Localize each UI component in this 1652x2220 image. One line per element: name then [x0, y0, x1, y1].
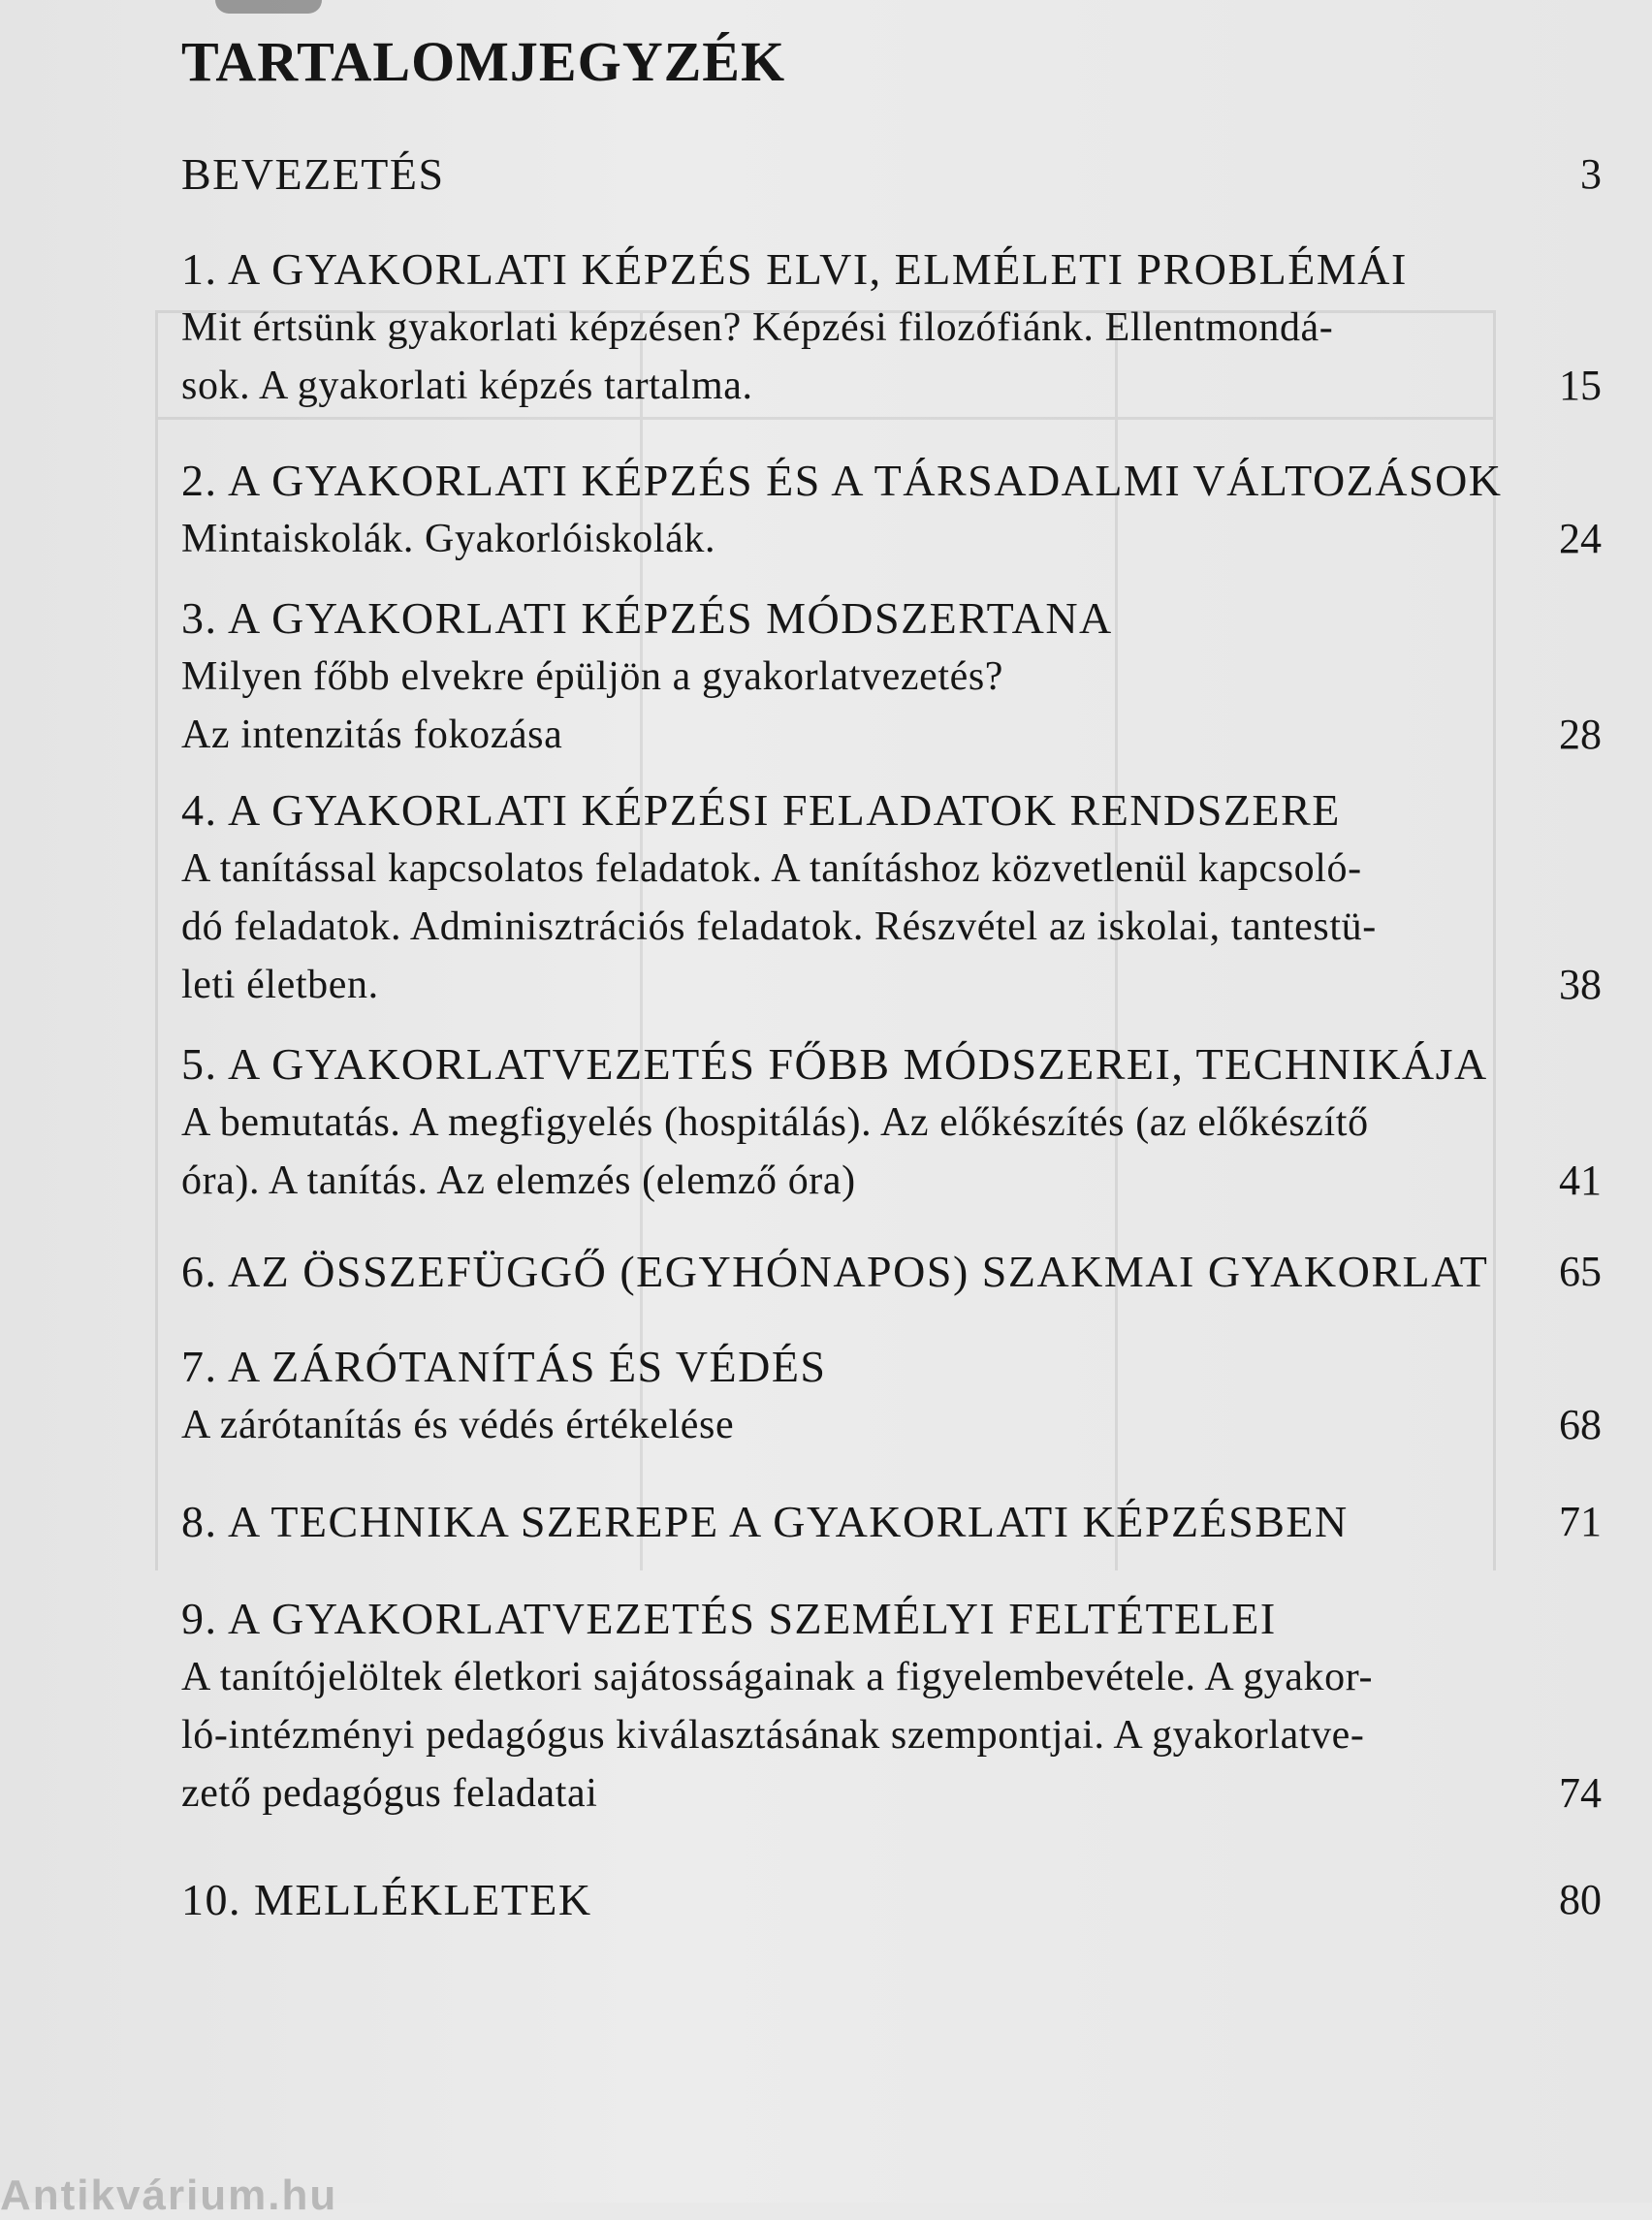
toc-entry-heading: 3. A GYAKORLATI KÉPZÉS MÓDSZERTANA [181, 593, 1113, 643]
toc-entry [181, 452, 1602, 568]
toc-entry-heading: BEVEZETÉS [181, 149, 445, 199]
toc-entry-heading: 7. A ZÁRÓTANÍTÁS ÉS VÉDÉS [181, 1342, 827, 1391]
toc-entry-description [181, 1094, 1602, 1210]
toc-entry-page-number: 28 [1559, 711, 1602, 758]
toc-entry-page-number: 15 [1559, 362, 1602, 409]
toc-entry-description-line: Milyen főbb elvekre épüljön a gyakorlatvezetés? [181, 654, 1004, 699]
table-of-contents [181, 145, 1602, 1929]
toc-entry-description-line: Mintaiskolák. Gyakorlóiskolák. [181, 517, 716, 561]
watermark: Antikvárium.hu [0, 2172, 338, 2219]
toc-entry [181, 781, 1602, 1014]
toc-entry-description-line: sok. A gyakorlati képzés tartalma. [181, 364, 753, 408]
toc-entry-description-line: óra). A tanítás. Az elemzés (elemző óra) [181, 1158, 856, 1203]
toc-entry-description-line: A bemutatás. A megfigyelés (hospitálás). Az előkészítés (az előkészítő [181, 1100, 1369, 1145]
toc-entry-heading: 9. A GYAKORLATVEZETÉS SZEMÉLYI FELTÉTELEI [181, 1594, 1277, 1643]
toc-entry-description-line: Az intenzitás fokozása [181, 713, 563, 757]
toc-entry-description [181, 1648, 1602, 1823]
toc-entry-description-line: dó feladatok. Adminisztrációs feladatok. Részvétel az iskolai, tantestü- [181, 904, 1377, 949]
page-title: TARTALOMJEGYZÉK [181, 30, 786, 93]
toc-entry [181, 1871, 1602, 1929]
toc-entry [181, 1338, 1602, 1454]
toc-entry-description-line: zető pedagógus feladatai [181, 1771, 598, 1816]
toc-entry-heading: 6. AZ ÖSSZEFÜGGŐ (EGYHÓNAPOS) SZAKMAI GYAKORLAT [181, 1247, 1489, 1296]
toc-entry [181, 1035, 1602, 1210]
toc-entry-description [181, 510, 1602, 568]
toc-entry-page-number: 71 [1559, 1498, 1602, 1545]
toc-entry-description-line: leti életben. [181, 963, 379, 1007]
toc-entry-page-number: 24 [1559, 515, 1602, 562]
toc-entry-heading: 5. A GYAKORLATVEZETÉS FŐBB MÓDSZEREI, TECHNIKÁJA [181, 1039, 1488, 1089]
toc-entry-description-line: A tanítójelöltek életkori sajátosságainak a figyelembevétele. A gyakor- [181, 1655, 1374, 1699]
toc-entry-description-line: ló-intézményi pedagógus kiválasztásának szempontjai. A gyakorlatve- [181, 1713, 1365, 1758]
toc-entry-heading: 4. A GYAKORLATI KÉPZÉSI FELADATOK RENDSZERE [181, 785, 1341, 835]
toc-entry-page-number: 74 [1559, 1769, 1602, 1817]
toc-entry [181, 145, 1602, 204]
toc-entry-description-line: A zárótanítás és védés értékelése [181, 1403, 735, 1447]
toc-entry-page-number: 41 [1559, 1157, 1602, 1204]
toc-entry-heading: 1. A GYAKORLATI KÉPZÉS ELVI, ELMÉLETI PROBLÉMÁI [181, 244, 1408, 294]
toc-entry-description-line: Mit értsünk gyakorlati képzésen? Képzési filozófiánk. Ellentmondá- [181, 305, 1334, 350]
toc-entry-heading: 10. MELLÉKLETEK [181, 1875, 592, 1924]
toc-entry-page-number: 68 [1559, 1401, 1602, 1448]
toc-entry [181, 1493, 1602, 1551]
toc-entry-description [181, 648, 1602, 764]
toc-entry-page-number: 38 [1559, 961, 1602, 1008]
toc-entry-description [181, 840, 1602, 1014]
toc-entry-page-number: 65 [1559, 1248, 1602, 1295]
toc-entry [181, 589, 1602, 764]
toc-entry-description [181, 299, 1602, 415]
toc-entry-page-number: 3 [1580, 150, 1602, 198]
toc-entry [181, 240, 1602, 415]
toc-entry [181, 1590, 1602, 1823]
toc-entry-page-number: 80 [1559, 1876, 1602, 1923]
toc-entry-heading: 2. A GYAKORLATI KÉPZÉS ÉS A TÁRSADALMI VÁLTOZÁSOK [181, 456, 1503, 505]
toc-entry-description [181, 1396, 1602, 1454]
toc-entry-description-line: A tanítással kapcsolatos feladatok. A tanításhoz közvetlenül kapcsoló- [181, 846, 1362, 891]
toc-entry [181, 1243, 1602, 1301]
page-edge-mark [215, 0, 322, 14]
toc-entry-heading: 8. A TECHNIKA SZEREPE A GYAKORLATI KÉPZÉSBEN [181, 1497, 1349, 1546]
